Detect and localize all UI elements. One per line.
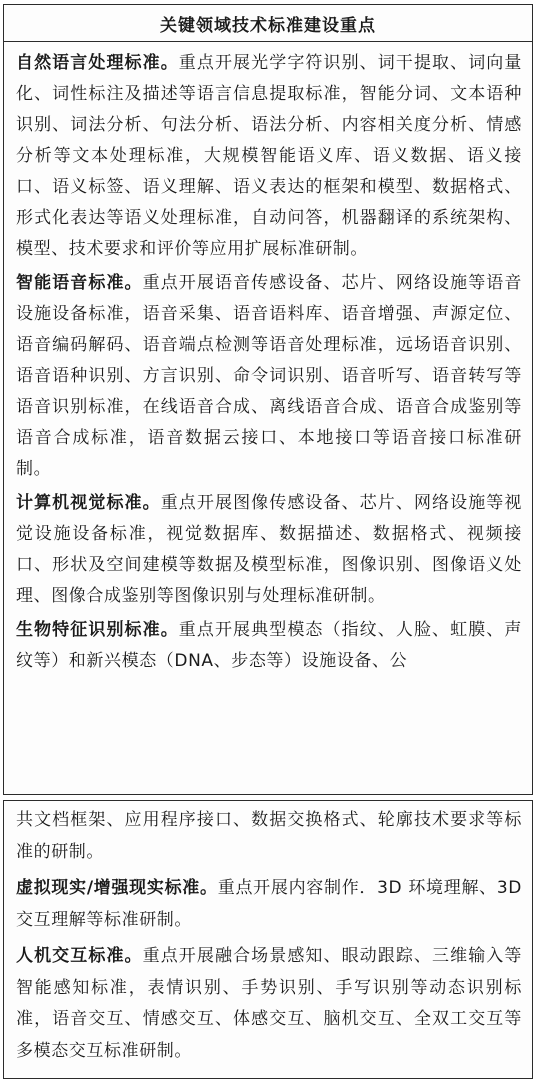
section-vr-ar-text: 重点开展内容制作．3D 环境理解、3D 交互理解等标准研制。 xyxy=(16,878,522,930)
section-vr-ar-lead: 虚拟现实/增强现实标准。 xyxy=(16,878,218,898)
section-hci-text: 重点开展融合场景感知、眼动跟踪、三维输入等智能感知标准，表情识别、手势识别、手写识别等动态识别标准，语音交互、情感交互、体感交互、脑机交互、全双工交互等多模态交互标准研制。 xyxy=(16,946,522,1061)
section-biometric xyxy=(16,615,522,677)
section-biometric-continued: 共文档框架、应用程序接口、数据交换格式、轮廓技术要求等标准的研制。 xyxy=(16,810,522,862)
section-hci xyxy=(16,941,522,1067)
standards-table-part-2 xyxy=(3,800,533,1079)
section-biometric-text: 重点开展典型模态（指纹、人脸、虹膜、声纹等）和新兴模态（DNA、步态等）设施设备、公 xyxy=(16,620,522,671)
section-speech-text: 重点开展语音传感设备、芯片、网络设施等语音设施设备标准，语音采集、语音语料库、语音增强、声源定位、语音编码解码、语音端点检测等语音处理标准，远场语音识别、语音语种识别、方言识别、命令词识别、语音听写、语音转写等语音识别标准，在线语音合成、离线语音合成、语音合成鉴别等语音合成标准，语音数据云接口、本地接口等语音接口标准研制。 xyxy=(16,273,522,479)
table-body xyxy=(4,42,532,677)
standards-table-part-1 xyxy=(3,4,533,795)
section-vision-lead: 计算机视觉标准。 xyxy=(16,493,161,513)
section-vision-text: 重点开展图像传感设备、芯片、网络设施等视觉设施设备标准，视觉数据库、数据描述、数据格式、视频接口、形状及空间建模等数据及模型标准，图像识别、图像语义处理、图像合成鉴别等图像识别与处理标准研制。 xyxy=(16,493,522,606)
section-nlp xyxy=(16,48,522,265)
section-vr-ar xyxy=(16,873,522,936)
section-nlp-lead: 自然语言处理标准。 xyxy=(16,53,179,73)
section-speech xyxy=(16,268,522,485)
section-vision xyxy=(16,488,522,612)
section-speech-lead: 智能语音标准。 xyxy=(16,273,143,293)
table-title: 关键领域技术标准建设重点 xyxy=(4,5,532,42)
section-hci-lead: 人机交互标准。 xyxy=(16,946,143,966)
section-nlp-text: 重点开展光学字符识别、词干提取、词向量化、词性标注及描述等语言信息提取标准，智能分词、文本语种识别、词法分析、句法分析、语法分析、内容相关度分析、情感分析等文本处理标准，大规模智能语义库、语义数据、语义接口、语义标签、语义理解、语义表达的框架和模型、数据格式、形式化表达等语义处理标准，自动问答，机器翻译的系统架构、模型、技术要求和评价等应用扩展标准研制。 xyxy=(16,53,522,259)
section-biometric-lead: 生物特征识别标准。 xyxy=(16,620,179,640)
table-body-continued xyxy=(4,801,532,1067)
